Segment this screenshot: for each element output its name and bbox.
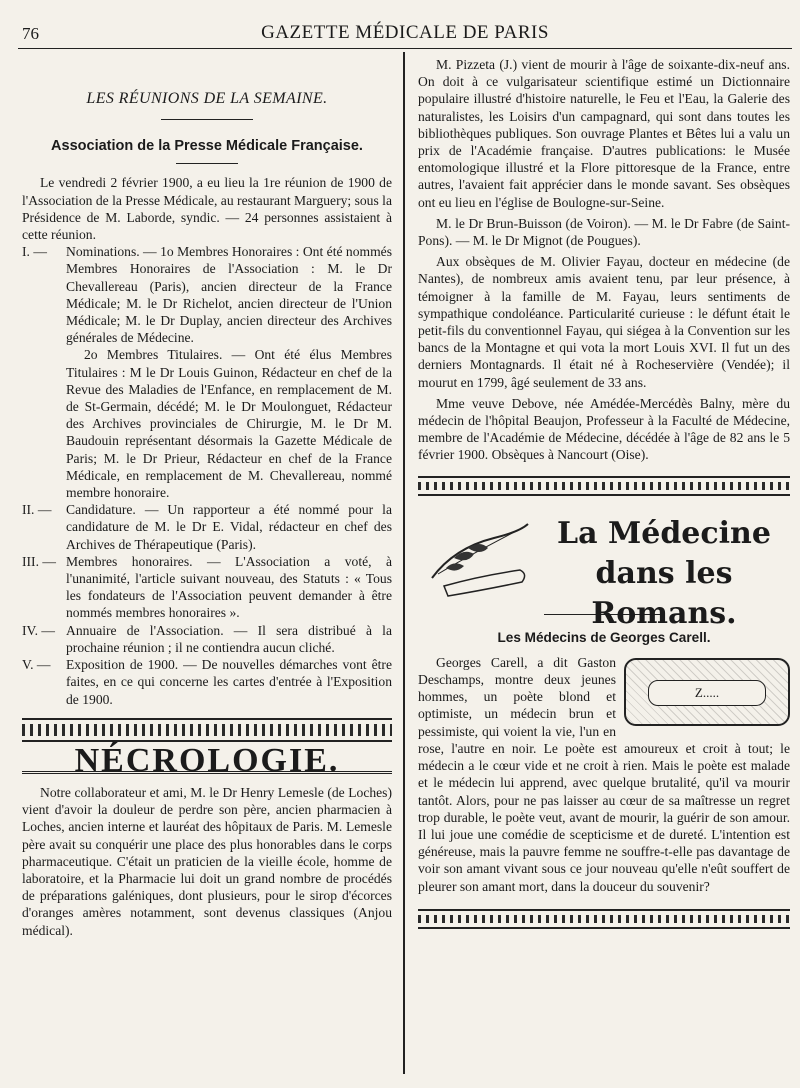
necrology-paragraph: Notre collaborateur et ami, M. le Dr Henry Lemesle (de Loches) vient d'avoir la douleur de perdre son père, ancien pharmacien à Loches, ancien interne et lauréat des hôpitaux de Paris. M. Lemesle père avait su conquérir une place des plus honorables dans le corps pharmaceutique. C'était un praticien de la vieille école, homme de laboratoire, et la Pharmacie lui doit un grand nombre de procédés de préparations galéniques, dont plusieurs, pour le sirop d'écorces d'oranges amères notamment, sont devenus classiques (Anjou médical). (22, 784, 392, 938)
feature-title (538, 514, 790, 634)
list-number: III. — (22, 553, 56, 569)
section-rule (161, 119, 253, 120)
list-text: 2o Membres Titulaires. — Ont été élus Membres Titulaires : M le Dr Louis Guinon, Rédacteur en chef de la Revue des Maladies de l'Enfance, en remplacement de M. de St-Germain, décédé; M. le Dr Moulonguet, Rédacteur des Archives provinciales de Chirurgie, M. le Dr M. Baudouin représentant désormais la Gazette Médicale de Paris; M. le Dr Prieur, Rédacteur en chef de la France Médicale, en remplacement de M. Chevallereau, nommé membre honoraire. (66, 347, 392, 501)
ornamental-divider (418, 476, 790, 496)
association-title: Association de la Presse Médicale Française. (51, 138, 363, 155)
list-item (22, 553, 392, 622)
signature: Z..... (648, 680, 766, 706)
list-text: Membres honoraires. — L'Association a voté, à l'unanimité, l'article suivant nouveau, des Statuts : « Tous les fondateurs de l'Association peuvent demander à être nommés membres honoraires ». (66, 553, 392, 621)
feature-paragraph: Georges Carell, a dit Gaston Deschamps, montre deux jeunes hommes, un poète blond et optimiste, un médecin brun et pessimiste, qui voient la vie, l'un en rose, l'autre en noir. Le poète est amoureux et croit à tout; le médecin a le cœur vide et ne croit à rien. Mais le poète est malade et le médecin lui apprend, avec quelque brutalité, qu'il va mourir tantôt. Alors, pour ne pas laisser au cœur de sa maîtresse un regret trop durable, le poète veut, avant de mourir, la guérir de son amour. Il lui joue une comédie de scepticisme et de dureté. L'intention est généreuse, mais la pauvre femme ne souffre-t-elle pas davantage de voir son amant vivant sous ce jour nouveau qu'elle n'eût souffert de pleurer son amant mort, dans la douceur du souvenir? (418, 654, 790, 894)
obituary-debove: Mme veuve Debove, née Amédée-Mercédès Balny, mère du médecin de l'hôpital Beaujon, Professeur à la Faculté de Médecine, membre de l'Académie de Médecine, décédée à l'âge de 82 ans le 5 février 1900. Obsèques à Nancourt (Oise). (418, 395, 790, 463)
association-rule (176, 163, 238, 164)
obituary-doctors: M. le Dr Brun-Buisson (de Voiron). — M. le Dr Fabre (de Saint-Pons). — M. le Dr Mignot (de Pougues). (418, 215, 790, 249)
obituary-fayau: Aux obsèques de M. Olivier Fayau, docteur en médecine (de Nantes), de nombreux amis avaient tenu, par leur présence, à témoigner à la famille de M. Fayau, leurs sentiments de sympathique condoléance. Particularité curieuse : le défunt était le petit-fils du conventionnel Fayau, qui siégea à la Convention sur les bancs de la Montagne et qui vota la mort Louis XVI. Il fut un des derniers Montagnards. Il était né à Rocheservière (Vendée); il mourut en 1799, âgé seulement de 33 ans. (418, 254, 790, 390)
signature-cartouche (624, 658, 790, 726)
necrology-title: NÉCROLOGIE. (22, 752, 392, 774)
list-item (22, 243, 392, 346)
page-number: 76 (22, 24, 39, 43)
right-column (418, 56, 790, 939)
quill-scroll-icon (424, 518, 534, 602)
list-item (22, 501, 392, 553)
ornamental-divider (22, 718, 392, 742)
feature-subheading: Les Médecins de Georges Carell. (497, 629, 711, 645)
list-text: Annuaire de l'Association. — Il sera distribué à la prochaine réunion ; il ne contiendra aucun cliché. (66, 622, 392, 655)
list-item (22, 656, 392, 708)
page-header (18, 18, 792, 49)
column-divider (403, 52, 405, 1074)
list-number: II. — (22, 502, 52, 518)
list-number: IV. — (22, 622, 55, 638)
feature-title-line2: dans les Romans. (591, 555, 737, 631)
list-number: V. — (22, 657, 51, 673)
list-item (22, 622, 392, 656)
list-text: Candidature. — Un rapporteur a été nommé pour la candidature de M. le Dr E. Vidal, rédacteur en chef des Archives de Thérapeutique (Paris). (66, 502, 392, 552)
list-number: I. — (22, 244, 47, 260)
feature-title-line1: La Médecine (557, 515, 771, 551)
list-text: Nominations. — 1o Membres Honoraires : Ont été nommés Membres Honoraires de l'Association : M. le Dr Chevallereau (Paris), ancien directeur de la France Médicale; M. le Dr Richelot, ancien directeur de l'Union Médicale; M. le Dr Duplay, ancien directeur des Archives générales de Médecine. (66, 244, 392, 346)
intro-paragraph: Le vendredi 2 février 1900, a eu lieu la 1re réunion de 1900 de l'Association de la Presse Médicale, au restaurant Marguery; sous la Présidence de M. Laborde, syndic. — 24 personnes assistaient à cette réunion. (22, 175, 392, 243)
section-title: LES RÉUNIONS DE LA SEMAINE. (86, 90, 328, 107)
obituary-pizzeta: M. Pizzeta (J.) vient de mourir à l'âge de soixante-dix-neuf ans. On doit à ce vulgarisateur scientifique estimé un Dictionnaire populaire illustré d'histoire naturelle, le Feu et l'Eau, la Galerie des naturalistes, les Loisirs d'un campagnard, qui sont dans toutes les bibliothèques publiques. Son ouvrage Plantes et Bêtes lui a valu un prix de l'Académie française. D'autres publications: le Musée entomologique illustré et la Flore pittoresque de la France, entre autres, l'avaient fait apprécier dans le monde savant. Ses obsèques ont eu lieu en l'église de Boulogne-sur-Seine. (418, 57, 790, 210)
feature-banner (418, 510, 790, 631)
list-number (22, 346, 66, 501)
list-text: Exposition de 1900. — De nouvelles démarches vont être faites, en ce qui concerne les cartes d'entrée à l'Exposition de 1900. (66, 657, 392, 707)
left-column (22, 56, 392, 939)
list-item (22, 346, 392, 501)
journal-title: GAZETTE MÉDICALE DE PARIS (261, 22, 549, 43)
ornamental-divider (418, 909, 790, 929)
